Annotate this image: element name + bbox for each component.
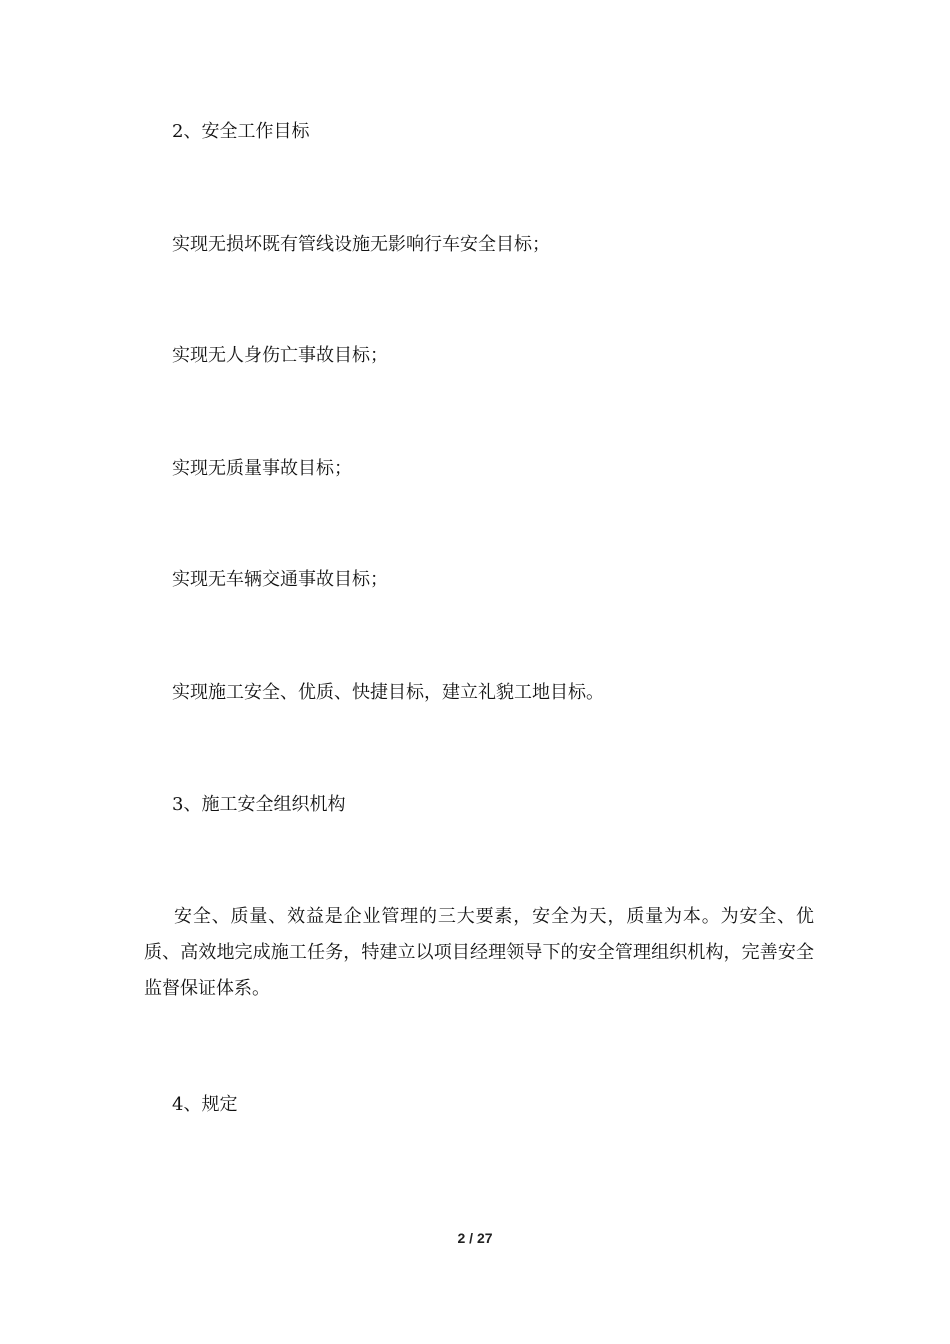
goal-item-no-quality-accidents: 实现无质量事故目标； xyxy=(172,458,352,479)
section-heading-safety-goals: 2、安全工作目标 xyxy=(172,121,310,142)
goal-item-no-casualties: 实现无人身伤亡事故目标； xyxy=(172,345,388,366)
section-heading-safety-organization: 3、施工安全组织机构 xyxy=(172,794,346,815)
section-heading-regulations: 4、规定 xyxy=(172,1094,238,1115)
goal-item-no-traffic-accidents: 实现无车辆交通事故目标； xyxy=(172,569,388,590)
goal-item-civilized-site: 实现施工安全、优质、快捷目标，建立礼貌工地目标。 xyxy=(172,682,604,703)
body-paragraph-organization: 安全、质量、效益是企业管理的三大要素，安全为天，质量为本。为安全、优质、高效地完成施工任务，特建立以项目经理领导下的安全管理组织机构，完善安全监督保证体系。 xyxy=(144,906,814,999)
page-number: 2 / 27 xyxy=(457,1230,493,1246)
goal-item-pipeline-safety: 实现无损坏既有管线设施无影响行车安全目标； xyxy=(172,234,550,255)
